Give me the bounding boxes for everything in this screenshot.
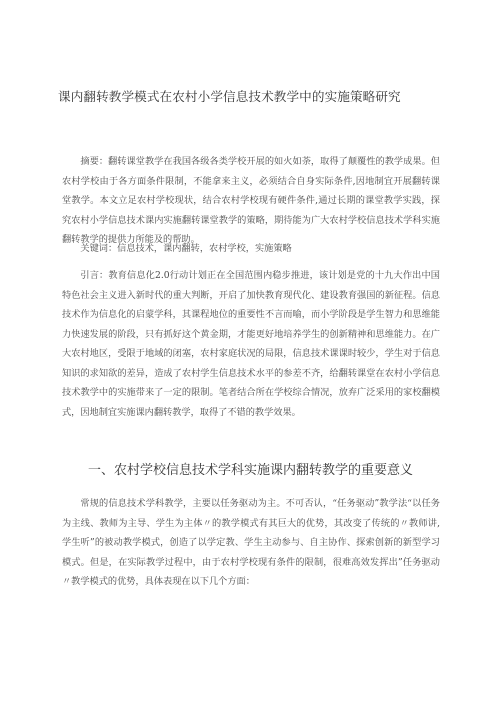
introduction-paragraph: 引言：教育信息化2.0行动计划正在全国范围内稳步推进，该计划是党的十九大作出中国特色社会主义进入新时代的重大判断，开启了加快教育现代化、建设教育强国的新征程。信息技术作为信息化的启蒙学科，其课程地位的重要性不言而喻，而小学阶段是学生智力和思维能力快速发展的阶段，只有抓好这个黄金期，才能更好地培养学生的创新精神和思维能力。在广大农村地区，受限于地域的闭塞，农村家庭状况的局限，信息技术课课时较少，学生对于信息知识的求知欲的差异，造成了农村学生信息技术水平的参差不齐，给翻转课堂在农村小学信息技术教学中的实施带来了一定的限制。笔者结合所在学校综合情况，放弃广泛采用的家校翻模式，因地制宜实施课内翻转教学，取得了不错的教学效果。 bbox=[62, 270, 440, 418]
section-body-paragraph: 常规的信息技术学科教学，主要以任务驱动为主。不可否认，“任务驱动”教学法“以任务为主线、教师为主导、学生为主体〃的教学模式有其巨大的优势，其改变了传统的〃教师讲,学生听”的被动教学模式，创造了以学定教、学生主动参与、自主协作、探索创新的新型学习模式。但是，在实际教学过程中，由于农村学校现有条件的限制，很难高效发挥出”任务驱动〃教学模式的优势，具体表现在以下几个方面： bbox=[62, 498, 440, 587]
abstract-paragraph: 摘要：翻转课堂教学在我国各级各类学校开展的如火如荼，取得了颠覆性的教学成果。但农村学校由于各方面条件限制，不能拿来主义，必须结合自身实际条件,因地制宜开展翻转课堂教学。本文立足农村学校现状，结合农村学校现有硬件条件,通过长期的课堂教学实践，探究农村小学信息技术课内实施翻转课堂教学的策略，期待能为广大农村学校信息技术学科实施翻转教学的提供力所能及的帮助。 bbox=[62, 156, 440, 245]
section-heading: 一、农村学校信息技术学科实施课内翻转教学的重要意义 bbox=[88, 463, 414, 478]
keywords-paragraph: 关键词：信息技术，课内翻转，农村学校，实施策略 bbox=[80, 243, 292, 254]
document-title: 课内翻转教学模式在农村小学信息技术教学中的实施策略研究 bbox=[58, 89, 401, 104]
